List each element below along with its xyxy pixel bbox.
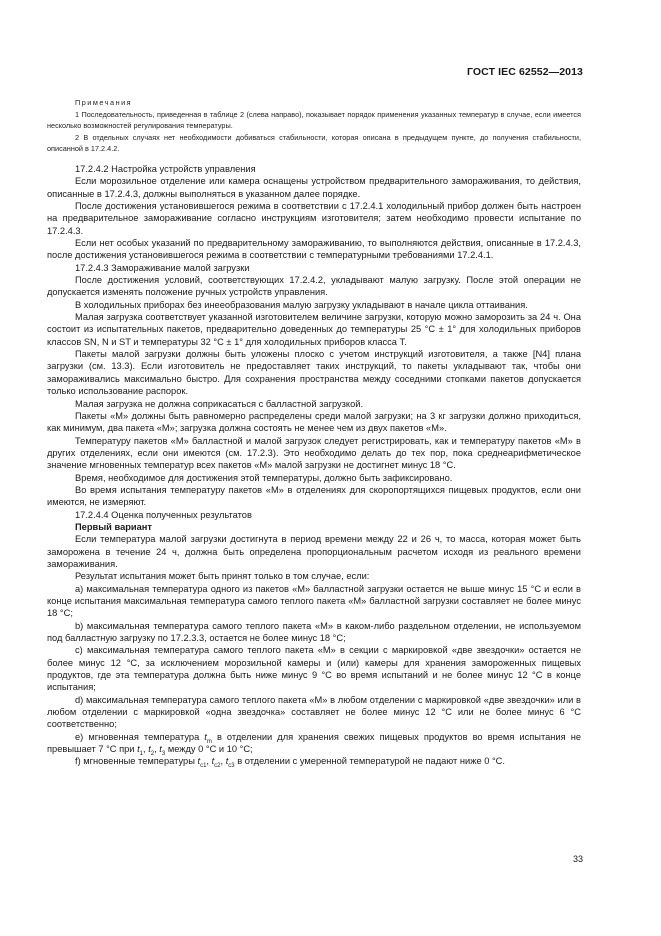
paragraph: Время, необходимое для достижения этой температуры, должно быть зафиксировано.	[75, 472, 453, 483]
notes-title: Примечания	[75, 98, 133, 107]
list-item-a: a) максимальная температура одного из пакетов «М» балластной загрузки остается не выше минус 15 °С и если в конце испытания максимальная температура самого теплого пакета «М» балластной загрузки составляет не более минус 18 °С;	[47, 583, 581, 619]
paragraph: Пакеты малой загрузки должны быть уложены плоско с учетом инструкций изготовителя, а также [N4] плана загрузки (см. 13.3). Если изготовитель не предоставляет таких инструкций, то пакеты укладывают так, чтобы они замораживались максимально быстро. Для сохранения пространства между соседними стопками пакетов допускается только использование распорок.	[47, 349, 581, 397]
variant-heading	[47, 521, 581, 533]
variable: t	[225, 756, 229, 767]
paragraph: Малая загрузка соответствует указанной изготовителем величине загрузки, которую можно заморозить за 24 ч. Она состоит из испытательных пакетов, предварительно доведенных до температуры 25 °С ± 1° для холодильных приборов классов SN, N и ST и температуры 32 °С ± 1° для холодильных приборов класса Т.	[47, 312, 581, 347]
paragraph: Если морозильное отделение или камера оснащены устройством предварительного замораживания, то действия, описанные в 17.2.4.3, должны выполняться в указанном далее порядке.	[47, 176, 581, 199]
variable: t	[137, 744, 140, 755]
subscript: m	[206, 738, 212, 745]
subscript: 1	[139, 750, 144, 757]
list-item-b: b) максимальная температура самого теплого пакета «М» в каком-либо раздельном отделении, не используемом под балластную загрузку по 17.2.3.3, остается не более минус 18 °С;	[47, 620, 581, 644]
paragraph: Температуру пакетов «М» балластной и малой загрузок следует регистрировать, как и температуру пакетов «М» в других отделениях, если они имеются (см. 17.2.3). Это необходимо делать до тех пор, пока среднеарифметическое значение мгновенных температур всех пакетов «М» малой загрузки не достигнет минус 18 °С.	[47, 435, 581, 471]
subscript: 3	[161, 750, 166, 757]
paragraph: После достижения установившегося режима в соответствии с 17.2.4.1 холодильный прибор должен быть настроен на предварительное замораживание согласно инструкциям изготовителя; затем необходимо провести испытание по 17.2.4.3.	[47, 201, 581, 236]
subscript: c2	[214, 763, 221, 770]
paragraph: В холодильных приборах без инееобразования малую загрузку укладывают в начале цикла оттаивания.	[75, 299, 528, 310]
subscript: 2	[150, 750, 155, 757]
document-header: ГОСТ IEC 62552—2013	[466, 66, 583, 78]
variable: t	[211, 756, 215, 767]
text-run: e) мгновенная температура	[75, 731, 205, 742]
section-heading-17-2-4-2: 17.2.4.2 Настройка устройств управления	[75, 163, 256, 174]
section-heading-17-2-4-4: 17.2.4.4 Оценка полученных результатов	[75, 509, 252, 520]
paragraph: Пакеты «М» должны быть равномерно распределены среди малой загрузки; на 3 кг загрузки должно приходиться, как минимум, два пакета «М»; загрузка должна состоять не менее чем из двух пакетов «М».	[47, 410, 581, 434]
subscript: c1	[200, 763, 207, 770]
variable: t	[148, 744, 151, 755]
paragraph: Если температура малой загрузки достигнута в период времени между 22 и 26 ч, то масса, которая может быть заморожена в течение 24 ч, должна быть определена пропорциональным расчетом исходя из реального времени замораживания.	[47, 534, 581, 569]
variant-heading-text: Первый вариант	[75, 521, 152, 532]
paragraph: После достижения условий, соответствующих 17.2.4.2, укладывают малую загрузку. После этой операции не допускается изменять положение ручных устройств управления.	[47, 275, 581, 298]
note-item-2: 2 В отдельных случаях нет необходимости добиваться стабильности, которая описана в предыдущем пункте, до получения стабильности, описанной в 17.2.4.2.	[47, 132, 581, 154]
note-item-1: 1 Последовательность, приведенная в таблице 2 (слева направо), показывает порядок применения указанных температур в случае, если имеется несколько возможностей регулирования температуры.	[47, 109, 581, 131]
variable: t	[204, 731, 207, 742]
subscript: c3	[228, 763, 235, 770]
list-item-d: d) максимальная температура самого теплого пакета «М» в любом отделении с маркировкой «две звездочки» или в любом отделении с маркировкой «одна звездочка» составляет не более минус 12 °С или не более минус 6 °С соответственно;	[47, 694, 581, 730]
notes-block	[47, 97, 581, 155]
body-text	[47, 163, 581, 768]
paragraph: Во время испытания температуру пакетов «М» в отделениях для скоропортящихся пищевых продуктов, если они имеются, не измеряют.	[47, 484, 581, 508]
text-run: в отделении с умеренной температурой не падают ниже 0 °С.	[234, 756, 505, 767]
paragraph: Результат испытания может быть принят только в том случае, если:	[75, 571, 370, 582]
page-content	[47, 97, 581, 768]
section-heading-17-2-4-3: 17.2.4.3 Замораживание малой загрузки	[75, 262, 250, 273]
variable: t	[197, 756, 201, 767]
text-run: f) мгновенные температуры	[75, 756, 198, 767]
text-run: между 0 °С и 10 °С;	[165, 744, 253, 755]
page-number: 33	[572, 854, 583, 864]
list-item-c: c) максимальная температура самого теплого пакета «М» в секции с маркировкой «две звездочки» остается не более минус 12 °С, за исключением морозильной камеры и (или) камеры для хранения замороженных пищевых продуктов, где эта температура должна быть ниже минус 9 °С во время испытаний и не более минус 12 °С в конце испытания;	[47, 645, 581, 693]
list-item-f: f) мгновенные температуры $t_{c1}$, $t_{c2}$, $t_{c3}$ в отделении с умеренной температурой не падают ниже 0 °С.	[75, 756, 505, 770]
text-run: в отделении для хранения свежих пищевых продуктов во время испытания не превышает 7 °С при	[47, 731, 582, 755]
list-item-e: e) мгновенная температура $t_m$ в отделении для хранения свежих пищевых продуктов во время испытания не превышает 7 °С при $t_1$, $t_2$, $t_3$ между 0 °С и 10 °С;	[47, 731, 582, 757]
paragraph: Малая загрузка не должна соприкасаться с балластной загрузкой.	[75, 398, 364, 409]
variable: t	[159, 744, 162, 755]
paragraph: Если нет особых указаний по предварительному замораживанию, то выполняются действия, описанные в 17.2.4.3, после достижения установившегося режима в соответствии с температурными требованиями 17.2.4.1.	[47, 238, 581, 261]
